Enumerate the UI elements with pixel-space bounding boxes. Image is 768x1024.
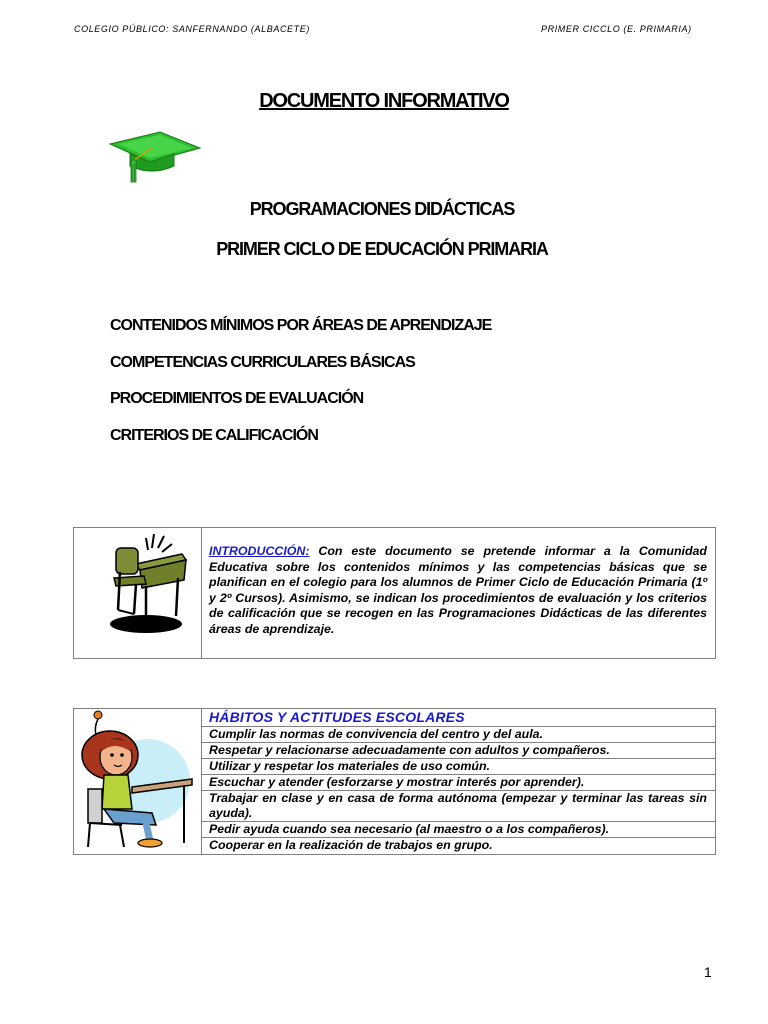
- document-title: DOCUMENTO INFORMATIVO: [259, 90, 509, 112]
- habits-image-cell: [74, 709, 202, 854]
- topic-contenidos: CONTENIDOS MÍNIMOS POR ÁREAS DE APRENDIZAJE: [110, 317, 492, 334]
- page-number: 1: [704, 964, 712, 980]
- school-desk-icon: [74, 528, 201, 658]
- intro-heading: INTRODUCCIÓN:: [209, 544, 310, 558]
- topic-competencias: COMPETENCIAS CURRICULARES BÁSICAS: [110, 354, 415, 371]
- habit-item: Respetar y relacionarse adecuadamente con adultos y compañeros.: [202, 743, 715, 759]
- habit-item: Escuchar y atender (esforzarse y mostrar interés por aprender).: [202, 775, 715, 791]
- habit-item: Trabajar en clase y en casa de forma autónoma (empezar y terminar las tareas sin ayuda).: [202, 791, 715, 822]
- habits-heading: HÁBITOS Y ACTITUDES ESCOLARES: [202, 709, 715, 727]
- header-cycle: PRIMER CICCLO (E. PRIMARIA): [541, 24, 692, 34]
- intro-image-cell: [74, 528, 202, 658]
- header-school: COLEGIO PÚBLICO: SANFERNANDO (ALBACETE): [74, 24, 310, 34]
- topic-procedimientos: PROCEDIMIENTOS DE EVALUACIÓN: [110, 390, 364, 407]
- habit-item: Utilizar y respetar los materiales de uso común.: [202, 759, 715, 775]
- intro-box: [73, 527, 716, 659]
- intro-body: Con este documento se pretende informar a la Comunidad Educativa sobre los contenidos mínimos y las competencias básicas que se planifican en el colegio para los alumnos de Primer Ciclo de Educación Primaria (1º y 2º Cursos). Asimismo, se indican los procedimientos de evaluación y los criterios de calificación que se recogen en las Programaciones Didácticas de las diferentes áreas de aprendizaje.: [209, 544, 707, 636]
- intro-text: [209, 544, 707, 638]
- habit-item: Cooperar en la realización de trabajos en grupo.: [209, 838, 493, 852]
- student-at-desk-icon: [74, 709, 201, 854]
- graduation-cap-icon: [108, 126, 203, 191]
- subtitle-primer-ciclo: PRIMER CICLO DE EDUCACIÓN PRIMARIA: [216, 239, 548, 259]
- habit-item: Cumplir las normas de convivencia del centro y del aula.: [202, 727, 715, 743]
- habit-item: Pedir ayuda cuando sea necesario (al maestro o a los compañeros).: [202, 822, 715, 838]
- habits-rows: [202, 709, 715, 853]
- habits-table: [73, 708, 716, 855]
- topic-criterios: CRITERIOS DE CALIFICACIÓN: [110, 427, 318, 444]
- subtitle-programaciones: PROGRAMACIONES DIDÁCTICAS: [249, 199, 515, 219]
